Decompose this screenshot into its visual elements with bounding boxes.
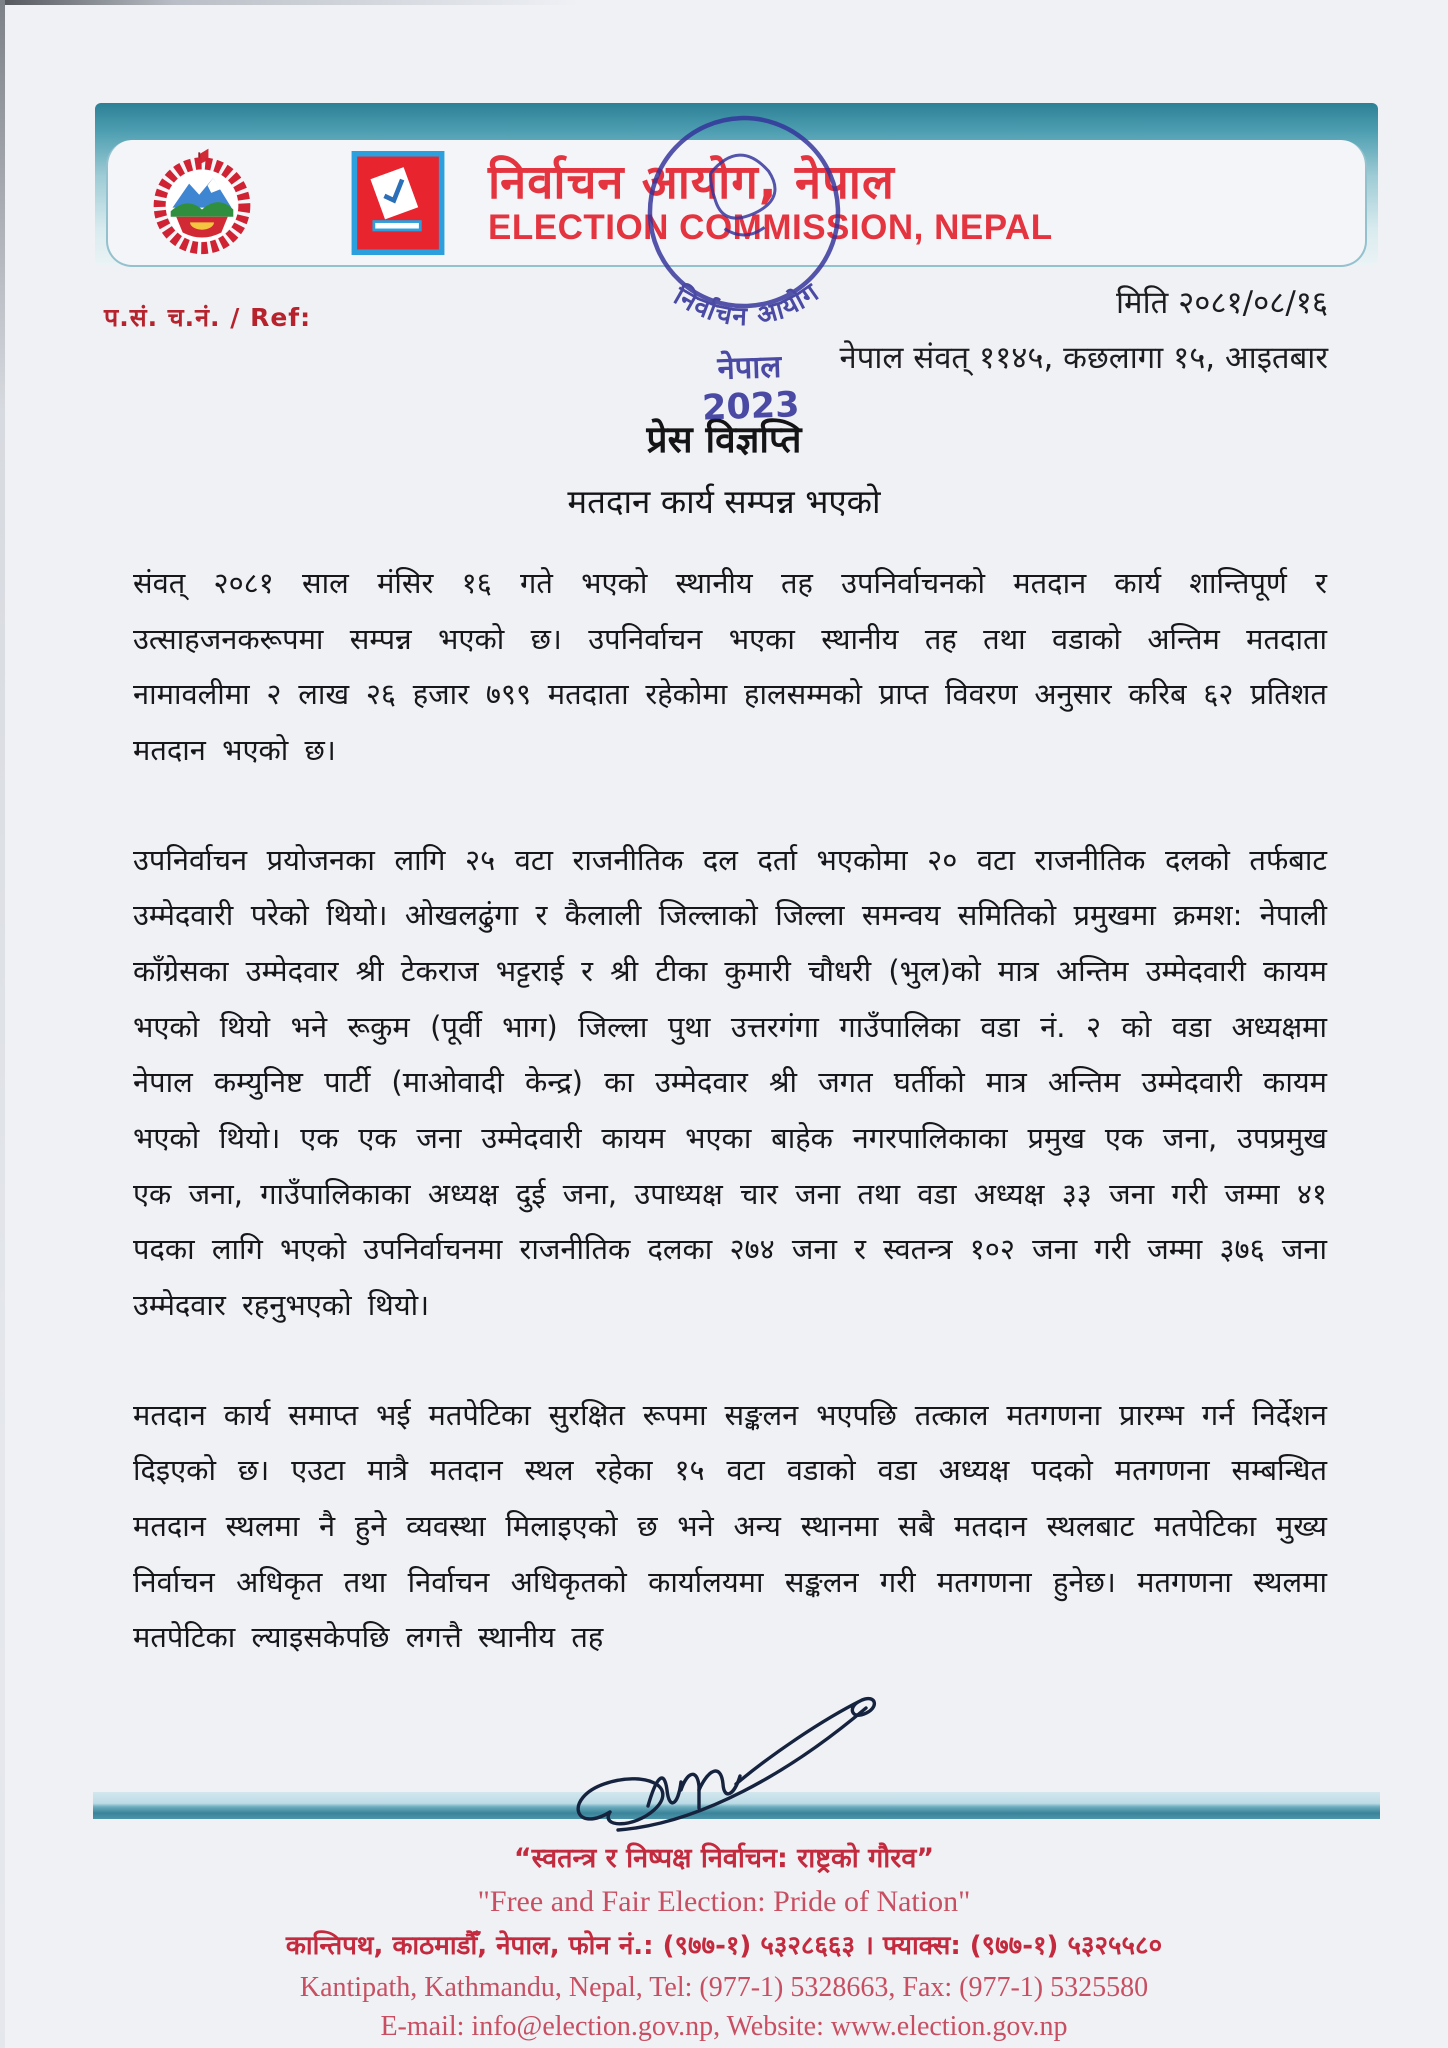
stamp-circle-text: निर्वाचन आयोग <box>668 276 826 333</box>
page-subtitle: मतदान कार्य सम्पन्न भएको <box>567 482 881 521</box>
reference-number-label: प.सं. च.नं. / Ref: <box>104 303 312 332</box>
date-nepal-sambat: नेपाल संवत् ११४५, कछलागा १५, आइतबार <box>839 340 1328 376</box>
paragraph-3: मतदान कार्य समाप्त भई मतपेटिका सुरक्षित रूपमा सङ्कलन भएपछि तत्काल मतगणना प्रारम्भ गर्न निर्देशन दिइएको छ। एउटा मात्रै मतदान स्थल रहेका १५ वटा वडाको वडा अध्यक्ष पदको मतगणना सम्बन्धित मतदान स्थलमा नै हुने व्यवस्था मिलाइएको छ भने अन्य स्थानमा सबै मतदान स्थलबाट मतपेटिका मुख्य निर्वाचन अधिकृत तथा निर्वाचन अधिकृतको कार्यालयमा सङ्कलन गरी मतगणना हुनेछ। मतगणना स्थलमा मतपेटिका ल्याइसकेपछि लगत्तै स्थानीय तह <box>133 1397 1327 1655</box>
page-title: प्रेस विज्ञप्ति <box>646 418 802 461</box>
scan-edge-artifact-top <box>0 0 1448 5</box>
paragraph-2: उपनिर्वाचन प्रयोजनका लागि २५ वटा राजनीतिक दल दर्ता भएकोमा २० वटा राजनीतिक दलको तर्फबाट उम्मेदवारी परेको थियो। ओखलढुंगा र कैलाली जिल्लाको जिल्ला समन्वय समितिको प्रमुखमा क्रमश: नेपाली काँग्रेसका उम्मेदवार श्री टेकराज भट्टराई र श्री टीका कुमारी चौधरी (भुल)को मात्र अन्तिम उम्मेदवारी कायम भएको थियो भने रूकुम (पूर्वी भाग) जिल्ला पुथा उत्तरगंगा गाउँपालिका वडा नं. २ को वडा अध्यक्षमा नेपाल कम्युनिष्ट पार्टी (माओवादी केन्द्र) का उम्मेदवार श्री जगत घर्तीको मात्र अन्तिम उम्मेदवारी कायम भएको थियो। एक एक जना उम्मेदवारी कायम भएका बाहेक नगरपालिकाका प्रमुख एक जना, उपप्रमुख एक जना, गाउँपालिकाका अध्यक्ष दुई जना, उपाध्यक्ष चार जना तथा वडा अध्यक्ष ३३ जना गरी जम्मा ४१ पदका लागि भएको उपनिर्वाचनमा राजनीतिक दलका २७४ जना र स्वतन्त्र १०२ जना गरी जम्मा ३७६ जना उम्मेदवार रहनुभएको थियो। <box>133 842 1327 1323</box>
scan-edge-artifact-left <box>0 0 5 2048</box>
date-block <box>840 281 1328 378</box>
nepal-coat-of-arms-icon <box>140 145 264 261</box>
footer-slogan-nepali: “स्वतन्त्र र निष्पक्ष निर्वाचन: राष्ट्रको गौरव” <box>513 1843 935 1874</box>
svg-text:निर्वाचन आयोग <box>667 275 827 335</box>
footer <box>0 1838 1448 2046</box>
header-banner <box>95 103 1378 265</box>
date-bikram-sambat: मिति २०८१/०८/१६ <box>1116 285 1328 321</box>
document-body <box>133 556 1327 1666</box>
election-commission-ballot-logo-icon <box>348 151 448 255</box>
stamp-country-text: नेपाल <box>716 348 782 388</box>
org-name-nepali: निर्वाचन आयोग, नेपाल <box>488 154 895 210</box>
footer-divider-band <box>93 1792 1380 1819</box>
paragraph-1: संवत् २०८१ साल मंसिर १६ गते भएको स्थानीय तह उपनिर्वाचनको मतदान कार्य शान्तिपूर्ण र उत्साहजनकरूपमा सम्पन्न भएको छ। उपनिर्वाचन भएका स्थानीय तह तथा वडाको अन्तिम मतदाता नामावलीमा २ लाख २६ हजार ७९९ मतदाता रहेकोमा हालसम्मको प्राप्त विवरण अनुसार करिब ६२ प्रतिशत मतदान भएको छ। <box>133 566 1327 768</box>
stamp-year-text: 2023 <box>701 385 801 429</box>
footer-slogan-english: "Free and Fair Election: Pride of Nation" <box>477 1885 971 1918</box>
org-name-english: ELECTION COMMISSION, NEPAL <box>488 208 1053 248</box>
org-name-block <box>488 154 1053 249</box>
footer-address-english: Kantipath, Kathmandu, Nepal, Tel: (977-1) 5328663, Fax: (977-1) 5325580 <box>299 1972 1149 2003</box>
header-inner-panel <box>106 140 1367 267</box>
footer-contact-line: E-mail: info@election.gov.np, Website: www.election.gov.np <box>380 2011 1068 2042</box>
footer-address-nepali: कान्तिपथ, काठमाडौँ, नेपाल, फोन नं.: (९७७-१) ५३२८६६३ । फ्याक्स: (९७७-१) ५३२५५८० <box>285 1931 1163 1961</box>
